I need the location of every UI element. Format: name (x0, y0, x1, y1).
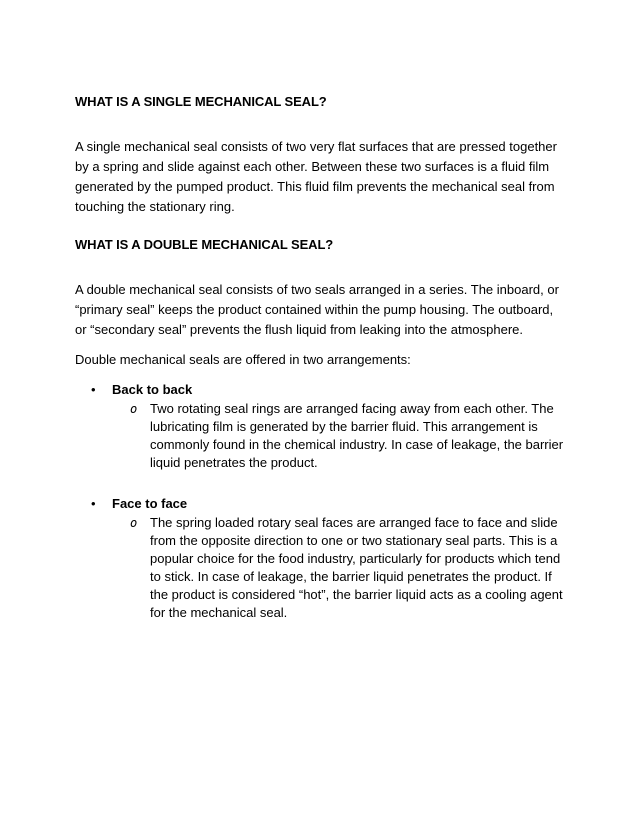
spacer (75, 255, 565, 280)
spacer (75, 370, 565, 380)
document-content (75, 92, 565, 622)
sub-bullet-icon: o (130, 516, 138, 530)
paragraph-double-seal: A double mechanical seal consists of two seals arranged in a series. The inboard, or “primary seal” keeps the product contained within the pump housing. The outboard, or “secondary seal” prevents the flush liquid from leaking into the atmosphere. (75, 282, 559, 337)
bullet-icon: • (91, 496, 96, 511)
arrangement-detail (112, 514, 565, 622)
arrangement-title: Face to face (112, 496, 188, 511)
paragraph-arrangements-intro: Double mechanical seals are offered in two arrangements: (75, 352, 411, 367)
heading-single-seal: WHAT IS A SINGLE MECHANICAL SEAL? (75, 94, 327, 109)
spacer (75, 112, 565, 137)
paragraph-single-seal: A single mechanical seal consists of two very flat surfaces that are pressed together by a spring and slide against each other. Between these two surfaces is a fluid film generated by the pumped product. This fluid film prevents the mechanical seal from touching the stationary ring. (75, 139, 557, 214)
list-item-face-to-face (75, 494, 565, 622)
heading-double-seal: WHAT IS A DOUBLE MECHANICAL SEAL? (75, 237, 334, 252)
list-item-back-to-back (75, 380, 565, 472)
bullet-icon: • (91, 382, 96, 397)
arrangement-description: The spring loaded rotary seal faces are arranged face to face and slide from the opposite direction to one or two stationary seal parts. This is a popular choice for the food industry, particularly for products which tend to stick. In case of leakage, the barrier liquid penetrates the product. If the product is considered “hot”, the barrier liquid acts as a cooling agent for the mechanical seal. (150, 515, 563, 620)
arrangement-description: Two rotating seal rings are arranged facing away from each other. The lubricating film is generated by the barrier fluid. This arrangement is commonly found in the chemical industry. In case of leakage, the barrier liquid penetrates the product. (150, 401, 564, 470)
spacer (75, 340, 565, 350)
arrangement-detail (112, 400, 565, 472)
arrangements-list (75, 380, 565, 622)
sub-bullet-icon: o (130, 402, 138, 416)
spacer (75, 217, 565, 235)
arrangement-title: Back to back (112, 382, 193, 397)
